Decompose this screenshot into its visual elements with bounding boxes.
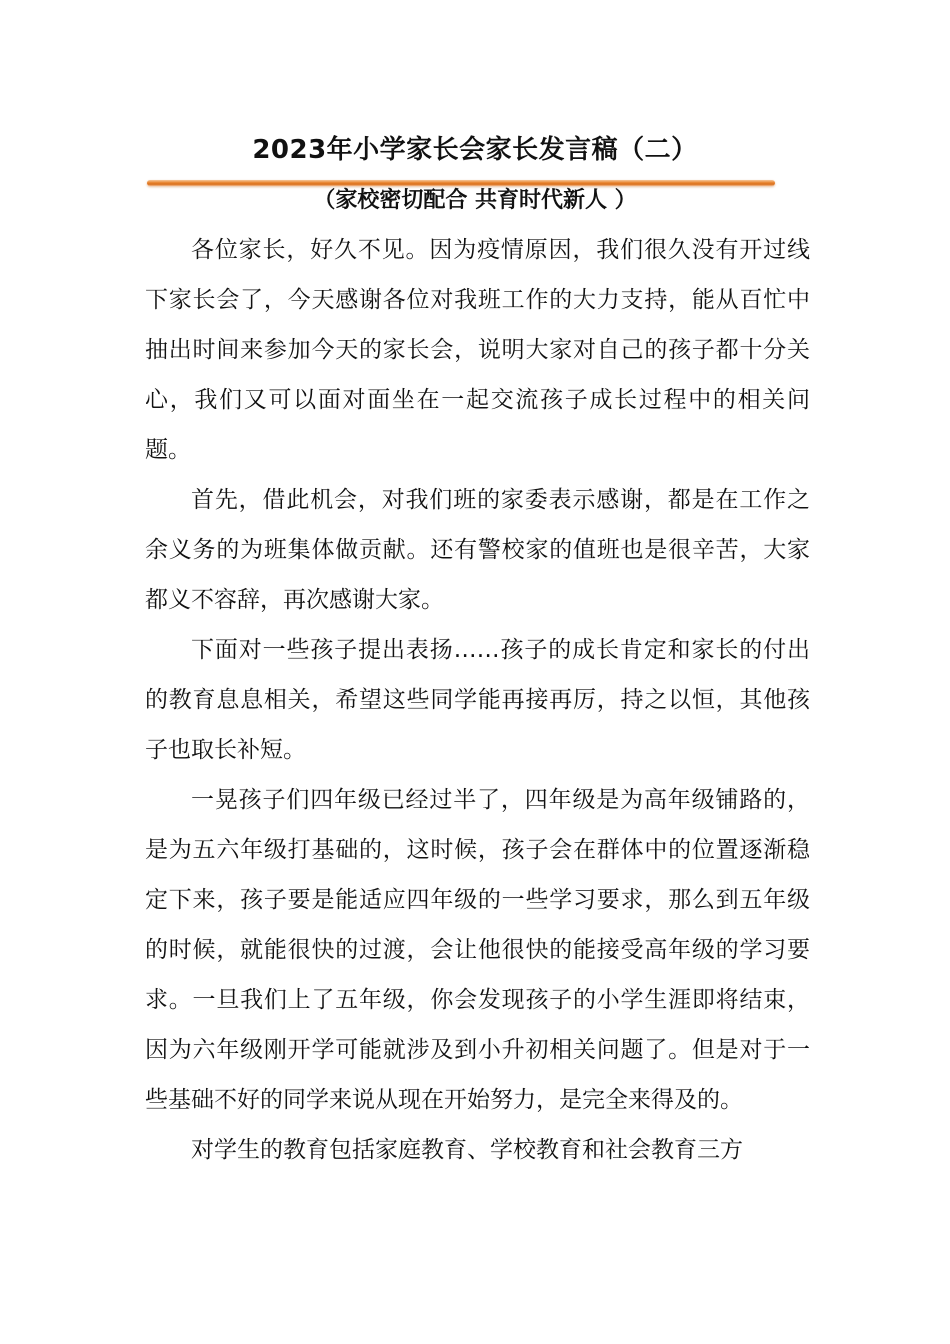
paragraph-praise: 下面对一些孩子提出表扬……孩子的成长肯定和家长的付出的教育息息相关，希望这些同学能再接再厉，持之以恒，其他孩子也取长补短。	[145, 637, 810, 763]
paragraph-greeting: 各位家长，好久不见。因为疫情原因，我们很久没有开过线下家长会了，今天感谢各位对我班工作的大力支持，能从百忙中抽出时间来参加今天的家长会，说明大家对自己的孩子都十分关心，我们又可以面对面坐在一起交流孩子成长过程中的相关问题。	[145, 237, 810, 463]
document-subtitle: （家校密切配合 共育时代新人 ）	[313, 188, 637, 213]
document-body	[145, 225, 810, 1175]
document-title: 2023年小学家长会家长发言稿（二）	[252, 135, 698, 165]
paragraph-grade-four: 一晃孩子们四年级已经过半了，四年级是为高年级铺路的，是为五六年级打基础的，这时候，孩子会在群体中的位置逐渐稳定下来，孩子要是能适应四年级的一些学习要求，那么到五年级的时候，就能很快的过渡，会让他很快的能接受高年级的学习要求。一旦我们上了五年级，你会发现孩子的小学生涯即将结束，因为六年级刚开学可能就涉及到小升初相关问题了。但是对于一些基础不好的同学来说从现在开始努力，是完全来得及的。	[145, 787, 810, 1113]
paragraph-education: 对学生的教育包括家庭教育、学校教育和社会教育三方	[191, 1137, 743, 1163]
paragraph-thanks: 首先，借此机会，对我们班的家委表示感谢，都是在工作之余义务的为班集体做贡献。还有警校家的值班也是很辛苦，大家都义不容辞，再次感谢大家。	[145, 487, 810, 613]
